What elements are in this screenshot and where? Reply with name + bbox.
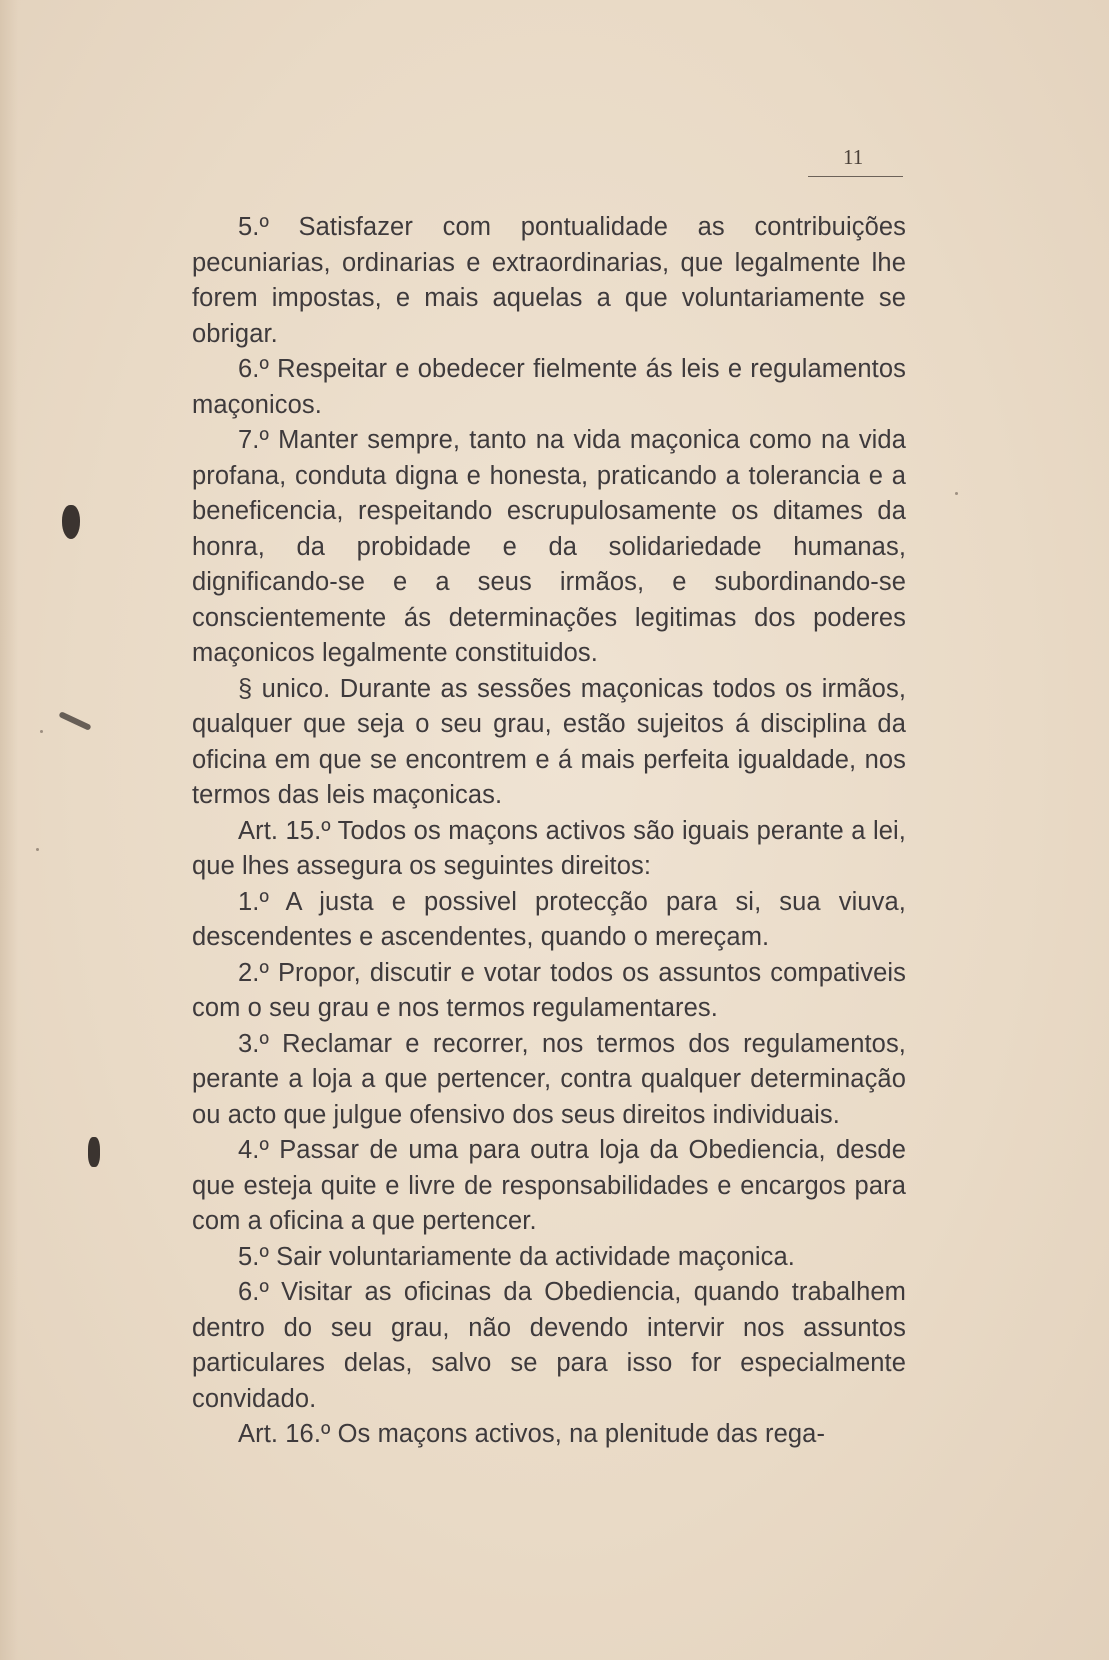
paragraph: 5.º Sair voluntariamente da actividade maçonica.	[238, 1242, 795, 1271]
paragraph: 7.º Manter sempre, tanto na vida maçonica como na vida profana, conduta digna e honesta, praticando a tolerancia e a beneficencia, respeitando escrupulosamente os ditames da honra, da probidade e da solidariedade humanas, dignificando-se e a seus irmãos, e subordinando-se conscientemente ás determinações legitimas dos poderes maçonicos legalmente constituidos.	[192, 426, 906, 667]
paragraph: Art. 16.º Os maçons activos, na plenitude das rega-	[238, 1420, 826, 1448]
paragraph: 2.º Propor, discutir e votar todos os assuntos compativeis com o seu grau e nos termos regulamentares.	[192, 958, 906, 1022]
speck	[36, 848, 39, 851]
speck	[955, 492, 958, 495]
page-number: 11	[843, 145, 864, 169]
header-rule	[808, 176, 903, 177]
ink-blot	[62, 505, 80, 539]
paragraph: 6.º Visitar as oficinas da Obediencia, quando trabalhem dentro do seu grau, não devendo intervir nos assuntos particulares delas, salvo se para isso for especialmente convidado.	[192, 1278, 906, 1413]
paragraph: 4.º Passar de uma para outra loja da Obediencia, desde que esteja quite e livre de responsabilidades e encargos para com a oficina a que pertencer.	[192, 1136, 906, 1235]
ink-smudge	[58, 711, 91, 731]
ink-blot	[88, 1137, 100, 1167]
spine-shadow	[0, 0, 18, 1660]
paragraph: 6.º Respeitar e obedecer fielmente ás leis e regulamentos maçonicos.	[192, 355, 906, 419]
paragraph: 1.º A justa e possivel protecção para si, sua viuva, descendentes e ascendentes, quando o mereçam.	[192, 887, 906, 951]
body-text	[192, 210, 906, 1453]
paragraph: Art. 15.º Todos os maçons activos são iguais perante a lei, que lhes assegura os seguintes direitos:	[192, 816, 906, 880]
paragraph: 5.º Satisfazer com pontualidade as contribuições pecuniarias, ordinarias e extraordinarias, que legalmente lhe forem impostas, e mais aquelas a que voluntariamente se obrigar.	[192, 213, 906, 348]
speck	[40, 730, 43, 733]
paragraph: § unico. Durante as sessões maçonicas todos os irmãos, qualquer que seja o seu grau, estão sujeitos á disciplina da oficina em que se encontrem e á mais perfeita igualdade, nos termos das leis maçonicas.	[192, 674, 906, 809]
paragraph: 3.º Reclamar e recorrer, nos termos dos regulamentos, perante a loja a que pertencer, contra qualquer determinação ou acto que julgue ofensivo dos seus direitos individuais.	[192, 1029, 906, 1129]
